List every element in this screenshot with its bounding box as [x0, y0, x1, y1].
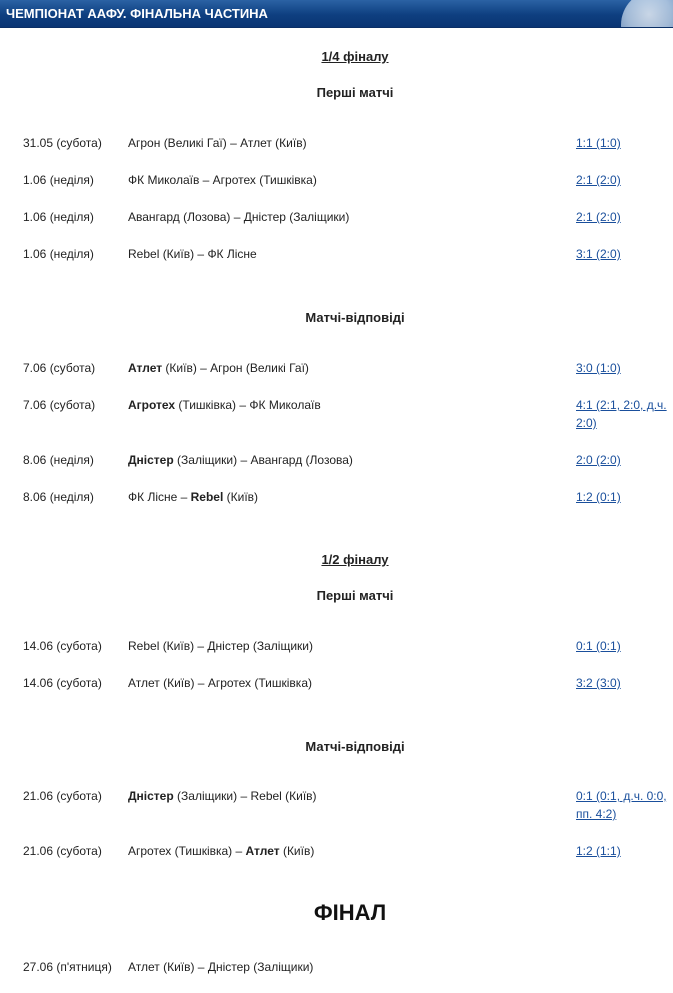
quarterfinal-title: 1/4 фіналу [321, 49, 389, 64]
match-date: 8.06 (неділя) [23, 453, 94, 467]
match-score-link[interactable]: 1:1 (1:0) [576, 136, 621, 150]
match-teams: Атлет (Київ) – Агрон (Великі Гаї) [128, 361, 309, 375]
semifinal-title: 1/2 фіналу [321, 552, 389, 567]
ball-icon [621, 0, 673, 28]
match-teams: Авангард (Лозова) – Дністер (Заліщики) [128, 210, 350, 224]
match-score-link[interactable]: 3:2 (3:0) [576, 676, 621, 690]
match-date: 14.06 (субота) [23, 639, 102, 653]
match-date: 1.06 (неділя) [23, 173, 94, 187]
match-teams: ФК Миколаїв – Агротех (Тишківка) [128, 173, 317, 187]
match-score-link[interactable]: 1:2 (0:1) [576, 490, 621, 504]
final-title: ФІНАЛ [313, 900, 387, 925]
page-title: ЧЕМПІОНАТ ААФУ. ФІНАЛЬНА ЧАСТИНА [6, 6, 268, 21]
match-teams: Агротех (Тишківка) – Атлет (Київ) [128, 844, 315, 858]
results-content [0, 28, 673, 993]
semifinal-second-title: Матчі-відповіді [305, 739, 405, 754]
match-date: 21.06 (субота) [23, 789, 102, 803]
match-teams: Агрон (Великі Гаї) – Атлет (Київ) [128, 136, 307, 150]
match-teams: Дністер (Заліщики) – Авангард (Лозова) [128, 453, 353, 467]
match-teams: Rebel (Київ) – Дністер (Заліщики) [128, 639, 313, 653]
quarterfinal-second-title: Матчі-відповіді [305, 310, 405, 325]
match-date: 14.06 (субота) [23, 676, 102, 690]
match-date: 7.06 (субота) [23, 398, 96, 412]
match-score-link[interactable]: 2:0 (2:0) [576, 453, 621, 467]
match-teams: Агротех (Тишківка) – ФК Миколаїв [128, 398, 321, 412]
match-date: 7.06 (субота) [23, 361, 96, 375]
match-score-link[interactable]: 3:1 (2:0) [576, 247, 621, 261]
match-score-link[interactable]: 1:2 (1:1) [576, 844, 621, 858]
semifinal-first-title: Перші матчі [316, 588, 394, 603]
match-teams: ФК Лісне – Rebel (Київ) [128, 490, 259, 504]
match-date: 8.06 (неділя) [23, 490, 94, 504]
match-score-link[interactable]: 2:1 (2:0) [576, 173, 621, 187]
match-score-link[interactable]: 4:1 (2:1, 2:0, д.ч. 2:0) [576, 398, 667, 430]
match-date: 1.06 (неділя) [23, 210, 94, 224]
match-date: 21.06 (субота) [23, 844, 102, 858]
match-score-link[interactable]: 3:0 (1:0) [576, 361, 621, 375]
match-teams: Атлет (Київ) – Дністер (Заліщики) [128, 960, 314, 974]
match-date: 31.05 (субота) [23, 136, 102, 150]
match-score-link[interactable]: 0:1 (0:1, д.ч. 0:0, пп. 4:2) [576, 789, 667, 821]
match-teams: Атлет (Київ) – Агротех (Тишківка) [128, 676, 312, 690]
match-score-link[interactable]: 2:1 (2:0) [576, 210, 621, 224]
section-header [0, 0, 673, 28]
match-teams: Дністер (Заліщики) – Rebel (Київ) [128, 789, 317, 803]
quarterfinal-first-title: Перші матчі [316, 85, 394, 100]
match-date: 1.06 (неділя) [23, 247, 94, 261]
match-score-link[interactable]: 0:1 (0:1) [576, 639, 621, 653]
match-teams: Rebel (Київ) – ФК Лісне [128, 247, 257, 261]
match-date: 27.06 (п'ятниця) [23, 960, 112, 974]
